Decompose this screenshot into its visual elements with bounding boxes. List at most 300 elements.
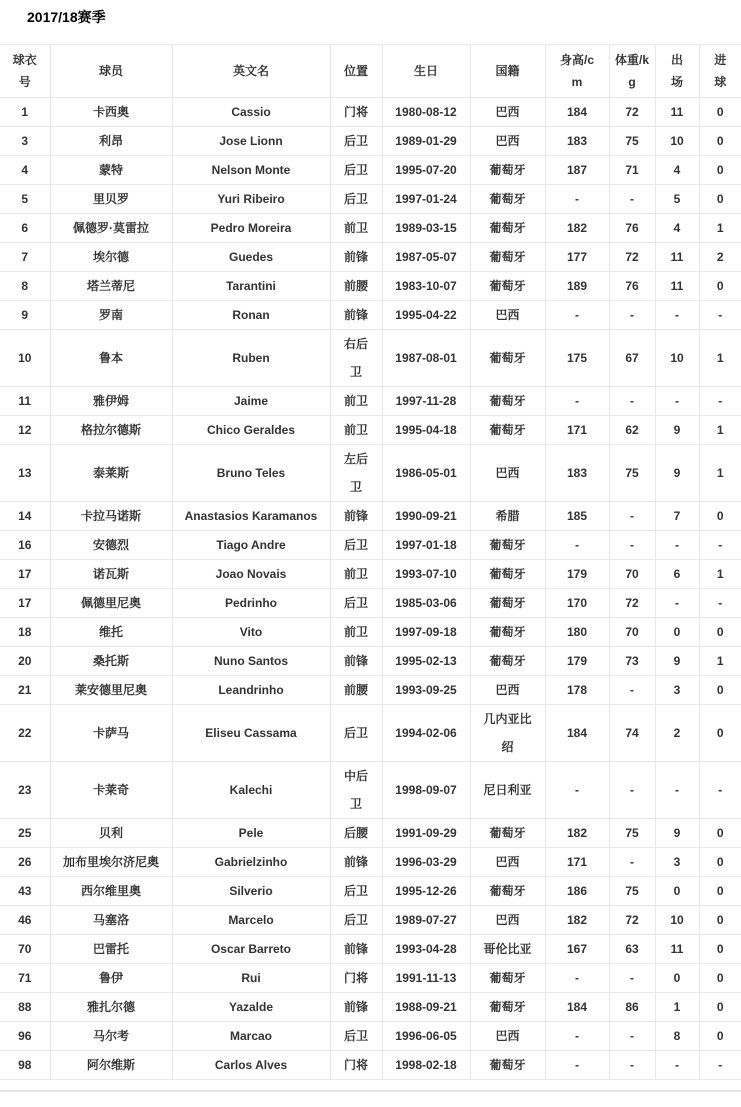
table-row [0, 387, 741, 416]
cell-player: 格拉尔德斯 [50, 416, 172, 445]
cell-name_en: Jose Lionn [172, 127, 330, 156]
cell-name_en: Nuno Santos [172, 647, 330, 676]
cell-name_en: Joao Novais [172, 560, 330, 589]
table-row [0, 676, 741, 705]
cell-position: 前腰 [330, 272, 382, 301]
cell-player: 巴雷托 [50, 935, 172, 964]
cell-position: 前锋 [330, 935, 382, 964]
header-row [0, 45, 741, 98]
cell-goals: - [699, 387, 741, 416]
cell-birthday: 1991-11-13 [382, 964, 470, 993]
cell-jersey: 21 [0, 676, 50, 705]
cell-name_en: Marcao [172, 1022, 330, 1051]
cell-height: 171 [545, 416, 609, 445]
cell-jersey: 3 [0, 127, 50, 156]
cell-birthday: 1997-01-18 [382, 531, 470, 560]
cell-height: - [545, 531, 609, 560]
cell-weight: 72 [609, 243, 655, 272]
cell-birthday: 1994-02-06 [382, 705, 470, 762]
cell-jersey: 6 [0, 214, 50, 243]
table-row [0, 618, 741, 647]
table-row [0, 1022, 741, 1051]
cell-name_en: Eliseu Cassama [172, 705, 330, 762]
cell-weight: - [609, 848, 655, 877]
cell-birthday: 1987-08-01 [382, 330, 470, 387]
cell-position: 前卫 [330, 618, 382, 647]
cell-birthday: 1995-02-13 [382, 647, 470, 676]
table-row [0, 301, 741, 330]
cell-goals: 2 [699, 243, 741, 272]
cell-name_en: Vito [172, 618, 330, 647]
cell-player: 鲁伊 [50, 964, 172, 993]
cell-nationality: 巴西 [470, 445, 545, 502]
table-row [0, 531, 741, 560]
cell-player: 阿尔维斯 [50, 1051, 172, 1080]
cell-height: 183 [545, 445, 609, 502]
cell-jersey: 4 [0, 156, 50, 185]
cell-jersey: 23 [0, 762, 50, 819]
cell-name_en: Bruno Teles [172, 445, 330, 502]
cell-birthday: 1990-09-21 [382, 502, 470, 531]
cell-name_en: Leandrinho [172, 676, 330, 705]
cell-player: 塔兰蒂尼 [50, 272, 172, 301]
cell-nationality: 葡萄牙 [470, 185, 545, 214]
cell-jersey: 22 [0, 705, 50, 762]
cell-jersey: 14 [0, 502, 50, 531]
cell-appearances: 10 [655, 906, 699, 935]
cell-appearances: 3 [655, 676, 699, 705]
cell-name_en: Pele [172, 819, 330, 848]
cell-jersey: 10 [0, 330, 50, 387]
cell-height: 177 [545, 243, 609, 272]
cell-position: 门将 [330, 964, 382, 993]
cell-weight: 76 [609, 272, 655, 301]
cell-height: 171 [545, 848, 609, 877]
column-header-height: 身高/cm [545, 45, 609, 98]
cell-goals: 0 [699, 618, 741, 647]
cell-jersey: 1 [0, 98, 50, 127]
table-row [0, 214, 741, 243]
cell-appearances: - [655, 1051, 699, 1080]
cell-nationality: 葡萄牙 [470, 531, 545, 560]
cell-name_en: Ronan [172, 301, 330, 330]
cell-nationality: 葡萄牙 [470, 647, 545, 676]
cell-jersey: 17 [0, 560, 50, 589]
cell-nationality: 巴西 [470, 1022, 545, 1051]
cell-height: 167 [545, 935, 609, 964]
table-row [0, 762, 741, 819]
cell-height: 185 [545, 502, 609, 531]
cell-goals: 1 [699, 445, 741, 502]
cell-position: 后卫 [330, 1022, 382, 1051]
cell-nationality: 葡萄牙 [470, 618, 545, 647]
cell-appearances: 9 [655, 819, 699, 848]
cell-name_en: Cassio [172, 98, 330, 127]
cell-position: 后卫 [330, 906, 382, 935]
cell-birthday: 1991-09-29 [382, 819, 470, 848]
cell-nationality: 巴西 [470, 848, 545, 877]
cell-goals: 1 [699, 416, 741, 445]
cell-height: 178 [545, 676, 609, 705]
cell-goals: 0 [699, 676, 741, 705]
cell-jersey: 26 [0, 848, 50, 877]
cell-height: 182 [545, 819, 609, 848]
column-header-weight: 体重/kg [609, 45, 655, 98]
cell-jersey: 5 [0, 185, 50, 214]
cell-jersey: 8 [0, 272, 50, 301]
cell-birthday: 1986-05-01 [382, 445, 470, 502]
cell-player: 卡拉马诺斯 [50, 502, 172, 531]
cell-height: - [545, 185, 609, 214]
cell-jersey: 20 [0, 647, 50, 676]
cell-birthday: 1997-01-24 [382, 185, 470, 214]
cell-height: 170 [545, 589, 609, 618]
table-row [0, 560, 741, 589]
cell-birthday: 1995-07-20 [382, 156, 470, 185]
cell-player: 卡西奥 [50, 98, 172, 127]
cell-birthday: 1988-09-21 [382, 993, 470, 1022]
cell-goals: 0 [699, 819, 741, 848]
table-row [0, 877, 741, 906]
cell-goals: 0 [699, 185, 741, 214]
cell-position: 后卫 [330, 589, 382, 618]
cell-player: 泰莱斯 [50, 445, 172, 502]
bottom-divider [0, 1090, 741, 1092]
column-header-position: 位置 [330, 45, 382, 98]
cell-height: 184 [545, 993, 609, 1022]
cell-birthday: 1995-04-18 [382, 416, 470, 445]
cell-nationality: 葡萄牙 [470, 214, 545, 243]
cell-goals: 0 [699, 964, 741, 993]
cell-appearances: 0 [655, 877, 699, 906]
table-row [0, 98, 741, 127]
cell-goals: 1 [699, 560, 741, 589]
cell-height: 184 [545, 98, 609, 127]
cell-nationality: 尼日利亚 [470, 762, 545, 819]
table-row [0, 127, 741, 156]
column-header-nationality: 国籍 [470, 45, 545, 98]
table-row [0, 330, 741, 387]
cell-appearances: - [655, 387, 699, 416]
cell-position: 左后卫 [330, 445, 382, 502]
cell-player: 马塞洛 [50, 906, 172, 935]
cell-jersey: 17 [0, 589, 50, 618]
cell-position: 前锋 [330, 301, 382, 330]
cell-goals: - [699, 589, 741, 618]
cell-appearances: 8 [655, 1022, 699, 1051]
cell-birthday: 1998-02-18 [382, 1051, 470, 1080]
cell-player: 加布里埃尔济尼奥 [50, 848, 172, 877]
cell-jersey: 9 [0, 301, 50, 330]
cell-birthday: 1989-01-29 [382, 127, 470, 156]
cell-goals: 0 [699, 98, 741, 127]
cell-appearances: 10 [655, 127, 699, 156]
cell-nationality: 葡萄牙 [470, 964, 545, 993]
table-row [0, 993, 741, 1022]
cell-appearances: 9 [655, 416, 699, 445]
cell-appearances: 10 [655, 330, 699, 387]
cell-name_en: Yuri Ribeiro [172, 185, 330, 214]
cell-jersey: 43 [0, 877, 50, 906]
cell-weight: 73 [609, 647, 655, 676]
cell-weight: 70 [609, 560, 655, 589]
cell-position: 前锋 [330, 993, 382, 1022]
cell-birthday: 1993-04-28 [382, 935, 470, 964]
cell-nationality: 葡萄牙 [470, 387, 545, 416]
cell-appearances: 7 [655, 502, 699, 531]
cell-height: 180 [545, 618, 609, 647]
cell-jersey: 98 [0, 1051, 50, 1080]
cell-nationality: 葡萄牙 [470, 877, 545, 906]
table-row [0, 906, 741, 935]
cell-height: 182 [545, 906, 609, 935]
cell-goals: - [699, 531, 741, 560]
cell-birthday: 1989-07-27 [382, 906, 470, 935]
cell-position: 后卫 [330, 127, 382, 156]
cell-name_en: Oscar Barreto [172, 935, 330, 964]
cell-name_en: Silverio [172, 877, 330, 906]
cell-goals: 1 [699, 647, 741, 676]
cell-jersey: 7 [0, 243, 50, 272]
cell-player: 安德烈 [50, 531, 172, 560]
cell-nationality: 哥伦比亚 [470, 935, 545, 964]
cell-appearances: 9 [655, 647, 699, 676]
cell-birthday: 1983-10-07 [382, 272, 470, 301]
cell-name_en: Anastasios Karamanos [172, 502, 330, 531]
cell-weight: 75 [609, 445, 655, 502]
table-row [0, 647, 741, 676]
cell-appearances: 11 [655, 935, 699, 964]
cell-birthday: 1993-09-25 [382, 676, 470, 705]
table-row [0, 964, 741, 993]
cell-goals: - [699, 762, 741, 819]
cell-player: 蒙特 [50, 156, 172, 185]
cell-goals: - [699, 1051, 741, 1080]
cell-position: 前卫 [330, 416, 382, 445]
cell-name_en: Tiago Andre [172, 531, 330, 560]
cell-birthday: 1997-11-28 [382, 387, 470, 416]
cell-height: - [545, 301, 609, 330]
cell-jersey: 11 [0, 387, 50, 416]
cell-goals: 0 [699, 127, 741, 156]
cell-goals: 0 [699, 848, 741, 877]
cell-height: 189 [545, 272, 609, 301]
cell-weight: 62 [609, 416, 655, 445]
cell-position: 中后卫 [330, 762, 382, 819]
cell-goals: 0 [699, 156, 741, 185]
cell-weight: 75 [609, 819, 655, 848]
cell-name_en: Rui [172, 964, 330, 993]
cell-appearances: 5 [655, 185, 699, 214]
cell-nationality: 巴西 [470, 98, 545, 127]
cell-player: 维托 [50, 618, 172, 647]
cell-nationality: 巴西 [470, 301, 545, 330]
cell-goals: 0 [699, 877, 741, 906]
table-row [0, 502, 741, 531]
cell-weight: 75 [609, 127, 655, 156]
cell-position: 后卫 [330, 185, 382, 214]
cell-weight: 86 [609, 993, 655, 1022]
cell-jersey: 88 [0, 993, 50, 1022]
cell-position: 后卫 [330, 705, 382, 762]
cell-player: 里贝罗 [50, 185, 172, 214]
cell-appearances: 11 [655, 243, 699, 272]
cell-position: 门将 [330, 1051, 382, 1080]
cell-name_en: Guedes [172, 243, 330, 272]
cell-name_en: Nelson Monte [172, 156, 330, 185]
cell-appearances: 11 [655, 98, 699, 127]
cell-weight: - [609, 531, 655, 560]
cell-goals: 0 [699, 993, 741, 1022]
cell-height: - [545, 1051, 609, 1080]
cell-position: 右后卫 [330, 330, 382, 387]
cell-height: 184 [545, 705, 609, 762]
cell-player: 诺瓦斯 [50, 560, 172, 589]
cell-name_en: Yazalde [172, 993, 330, 1022]
cell-birthday: 1985-03-06 [382, 589, 470, 618]
cell-appearances: 2 [655, 705, 699, 762]
cell-position: 后卫 [330, 877, 382, 906]
cell-appearances: 3 [655, 848, 699, 877]
cell-jersey: 71 [0, 964, 50, 993]
cell-nationality: 葡萄牙 [470, 272, 545, 301]
cell-position: 后卫 [330, 531, 382, 560]
cell-nationality: 巴西 [470, 906, 545, 935]
cell-name_en: Tarantini [172, 272, 330, 301]
cell-birthday: 1987-05-07 [382, 243, 470, 272]
cell-weight: 72 [609, 906, 655, 935]
cell-weight: 63 [609, 935, 655, 964]
cell-nationality: 葡萄牙 [470, 243, 545, 272]
cell-name_en: Pedro Moreira [172, 214, 330, 243]
cell-jersey: 13 [0, 445, 50, 502]
cell-player: 罗南 [50, 301, 172, 330]
cell-weight: 71 [609, 156, 655, 185]
cell-player: 埃尔德 [50, 243, 172, 272]
cell-goals: 0 [699, 272, 741, 301]
table-row [0, 819, 741, 848]
cell-nationality: 葡萄牙 [470, 330, 545, 387]
cell-weight: 72 [609, 589, 655, 618]
cell-goals: 1 [699, 214, 741, 243]
cell-player: 利昂 [50, 127, 172, 156]
cell-appearances: 0 [655, 964, 699, 993]
cell-appearances: 9 [655, 445, 699, 502]
cell-position: 前卫 [330, 560, 382, 589]
column-header-appearances: 出场 [655, 45, 699, 98]
cell-appearances: 0 [655, 618, 699, 647]
cell-weight: - [609, 1022, 655, 1051]
cell-height: 179 [545, 647, 609, 676]
cell-height: 179 [545, 560, 609, 589]
table-row [0, 848, 741, 877]
cell-name_en: Jaime [172, 387, 330, 416]
cell-nationality: 葡萄牙 [470, 819, 545, 848]
cell-goals: 0 [699, 935, 741, 964]
cell-goals: - [699, 301, 741, 330]
cell-birthday: 1996-03-29 [382, 848, 470, 877]
cell-weight: - [609, 502, 655, 531]
cell-player: 西尔维里奥 [50, 877, 172, 906]
roster-table [0, 44, 741, 1080]
cell-goals: 0 [699, 502, 741, 531]
cell-birthday: 1980-08-12 [382, 98, 470, 127]
table-row [0, 243, 741, 272]
cell-player: 佩德罗·莫雷拉 [50, 214, 172, 243]
cell-position: 前锋 [330, 848, 382, 877]
cell-appearances: 4 [655, 214, 699, 243]
cell-player: 佩德里尼奥 [50, 589, 172, 618]
cell-birthday: 1996-06-05 [382, 1022, 470, 1051]
cell-jersey: 96 [0, 1022, 50, 1051]
cell-player: 马尔考 [50, 1022, 172, 1051]
cell-position: 前锋 [330, 502, 382, 531]
cell-player: 莱安德里尼奥 [50, 676, 172, 705]
cell-weight: 72 [609, 98, 655, 127]
cell-jersey: 70 [0, 935, 50, 964]
table-row [0, 589, 741, 618]
cell-weight: 76 [609, 214, 655, 243]
cell-player: 桑托斯 [50, 647, 172, 676]
cell-height: - [545, 1022, 609, 1051]
cell-weight: 74 [609, 705, 655, 762]
cell-position: 前锋 [330, 243, 382, 272]
cell-position: 前卫 [330, 214, 382, 243]
table-row [0, 272, 741, 301]
cell-appearances: - [655, 762, 699, 819]
cell-nationality: 葡萄牙 [470, 156, 545, 185]
cell-name_en: Chico Geraldes [172, 416, 330, 445]
cell-nationality: 葡萄牙 [470, 416, 545, 445]
cell-name_en: Pedrinho [172, 589, 330, 618]
cell-appearances: - [655, 301, 699, 330]
column-header-player: 球员 [50, 45, 172, 98]
cell-position: 前卫 [330, 387, 382, 416]
cell-position: 前锋 [330, 647, 382, 676]
cell-nationality: 葡萄牙 [470, 589, 545, 618]
cell-weight: 67 [609, 330, 655, 387]
cell-jersey: 12 [0, 416, 50, 445]
column-header-jersey: 球衣号 [0, 45, 50, 98]
table-row [0, 445, 741, 502]
cell-appearances: - [655, 589, 699, 618]
cell-goals: 0 [699, 705, 741, 762]
roster-body [0, 98, 741, 1080]
cell-height: 187 [545, 156, 609, 185]
cell-player: 卡莱奇 [50, 762, 172, 819]
cell-nationality: 葡萄牙 [470, 1051, 545, 1080]
cell-weight: - [609, 964, 655, 993]
cell-player: 贝利 [50, 819, 172, 848]
cell-nationality: 巴西 [470, 676, 545, 705]
cell-nationality: 几内亚比绍 [470, 705, 545, 762]
cell-height: 182 [545, 214, 609, 243]
column-header-goals: 进球 [699, 45, 741, 98]
cell-position: 前腰 [330, 676, 382, 705]
cell-height: 175 [545, 330, 609, 387]
cell-weight: - [609, 185, 655, 214]
cell-position: 后卫 [330, 156, 382, 185]
cell-birthday: 1989-03-15 [382, 214, 470, 243]
cell-birthday: 1995-04-22 [382, 301, 470, 330]
cell-weight: - [609, 676, 655, 705]
cell-goals: 0 [699, 906, 741, 935]
cell-birthday: 1993-07-10 [382, 560, 470, 589]
cell-weight: - [609, 762, 655, 819]
cell-weight: 70 [609, 618, 655, 647]
cell-jersey: 25 [0, 819, 50, 848]
cell-jersey: 16 [0, 531, 50, 560]
